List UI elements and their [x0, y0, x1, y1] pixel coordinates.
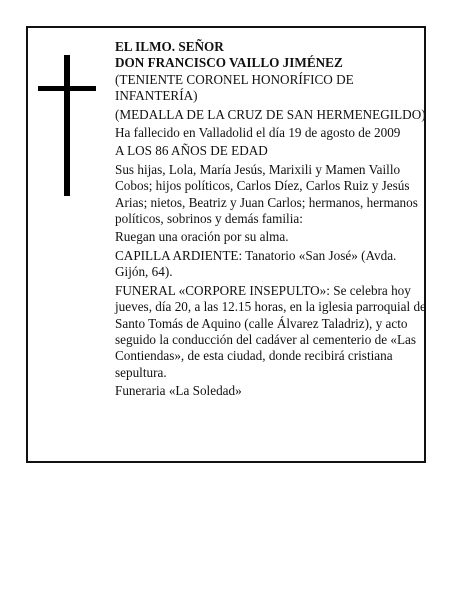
death-statement: Ha fallecido en Valladolid el día 19 de agosto de 2009 [115, 125, 401, 141]
family-list: Sus hijas, Lola, María Jesús, Marixili y Mamen Vaillo Cobos; hijos políticos, Carlos Díez, Carlos Ruiz y Jesús Arias; nietos, Beatriz y Juan Carlos; hermanos, hermanos políticos, sobrinos y demás familia: [115, 161, 418, 227]
funeral-home: Funeraria «La Soledad» [115, 383, 242, 399]
age-line: A LOS 86 AÑOS DE EDAD [115, 143, 268, 159]
cross-icon-crossbar [38, 86, 96, 91]
deceased-name: DON FRANCISCO VAILLO JIMÉNEZ [115, 55, 343, 71]
honorific-title: EL ILMO. SEÑOR [115, 39, 224, 54]
military-rank: (TENIENTE CORONEL HONORÍFICO DE INFANTERÍA) [115, 71, 354, 104]
prayer-request: Ruegan una oración por su alma. [115, 229, 289, 245]
cross-icon [64, 55, 70, 196]
funeral-info: FUNERAL «CORPORE INSEPULTO»: Se celebra hoy jueves, día 20, a las 12.15 horas, en la iglesia parroquial de Santo Tomás de Aquino (calle Álvarez Taladriz), y acto seguido la conducción del cadáver al cementerio de «Las Contiendas», de esta ciudad, donde recibirá cristiana sepultura. [115, 282, 426, 380]
obituary-text [115, 39, 430, 402]
chapel-info: CAPILLA ARDIENTE: Tanatorio «San José» (Avda. Gijón, 64). [115, 247, 397, 280]
medal-distinction: (MEDALLA DE LA CRUZ DE SAN HERMENEGILDO) [115, 106, 426, 122]
